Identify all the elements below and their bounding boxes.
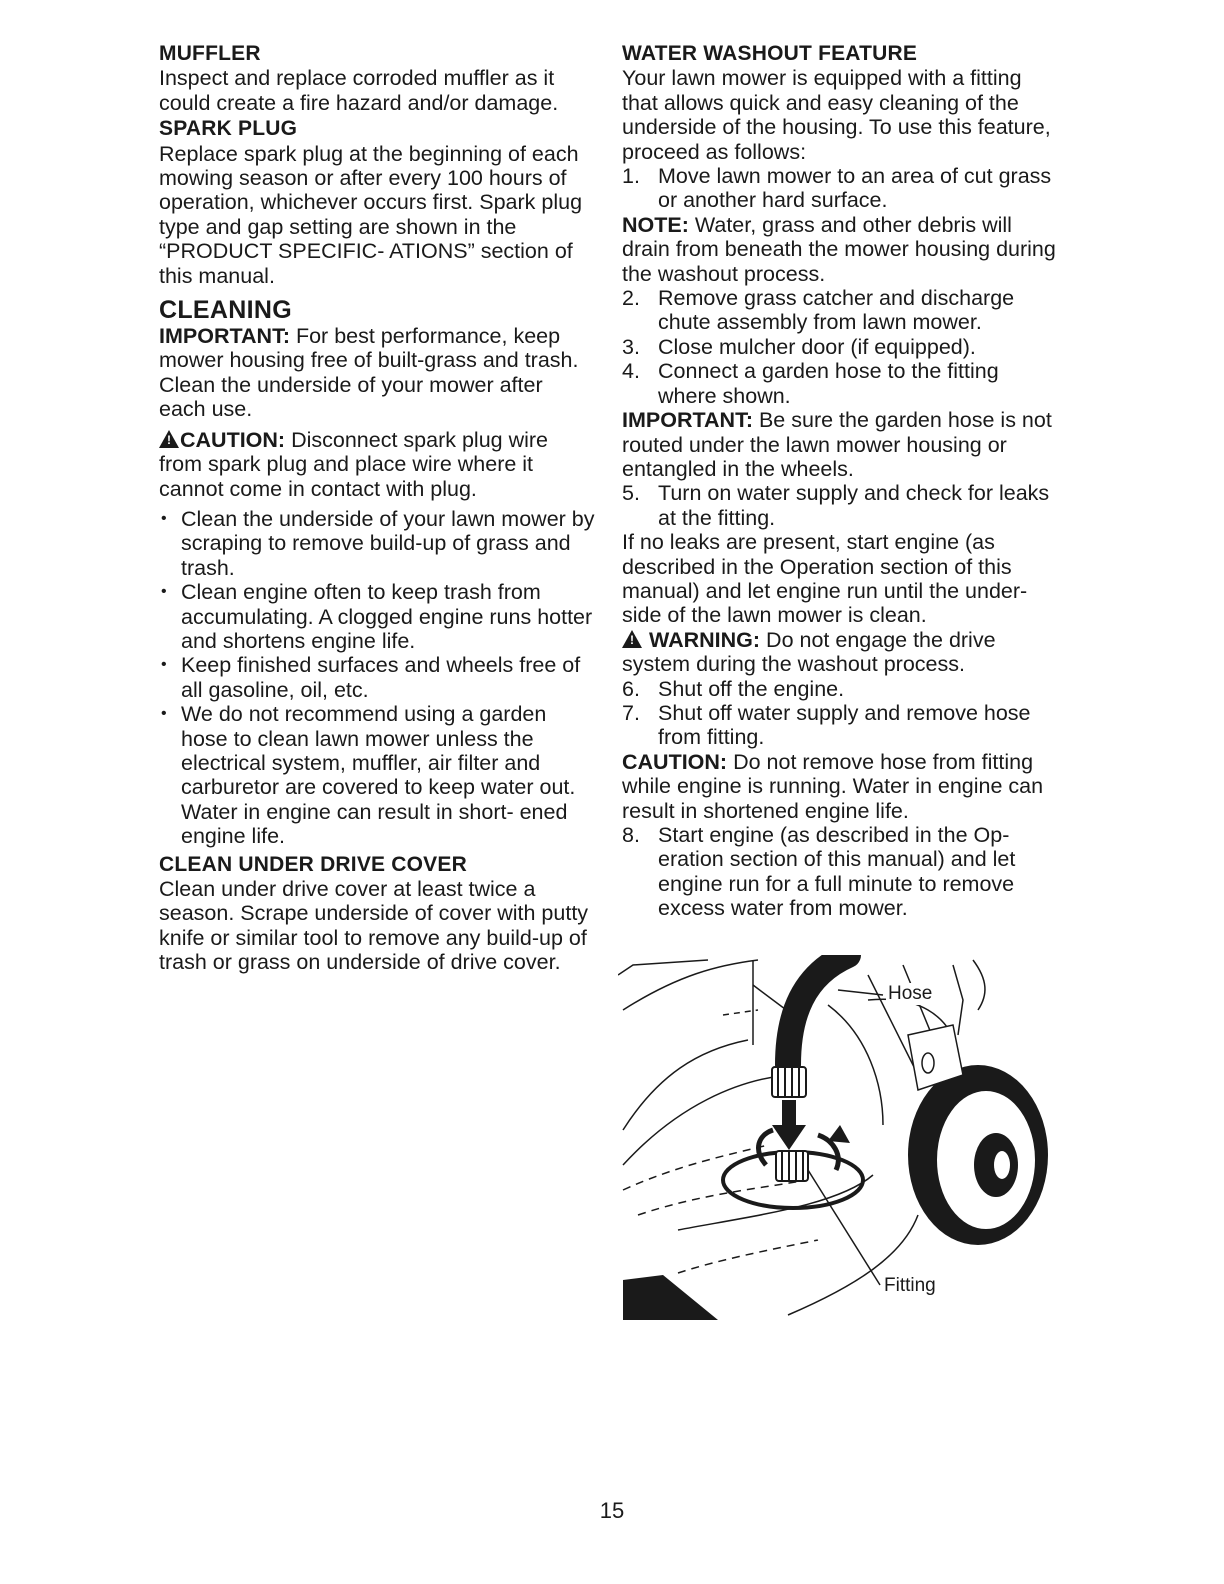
warning-text: Do not engage the drive system during the washout process. xyxy=(622,627,996,677)
list-item: • We do not recommend using a garden hose to clean lawn mower unless the electrical system, muffler, air filter and carburetor are covered to keep water out. Water in engine can result in short- ened engine life. xyxy=(159,702,595,848)
important-text: For best performance, keep mower housing free of built-grass and trash. Clean the underside of your mower after each use. xyxy=(159,324,579,422)
drive-cover-text: Clean under drive cover at least twice a season. Scrape underside of cover with putty knife or similar tool to remove any build-up of trash or grass on underside of drive cover. xyxy=(159,877,589,975)
washout-steps xyxy=(622,481,1062,530)
caution-text: Disconnect spark plug wire from spark plug and place wire where it cannot come in contact with plug. xyxy=(159,427,549,501)
down-arrow-icon xyxy=(772,1100,806,1150)
caution-label: CAUTION: xyxy=(622,749,728,774)
important-text: Be sure the garden hose is not routed under the lawn mower housing or entangled in the wheels. xyxy=(622,408,1052,481)
cleaning-caution xyxy=(159,428,595,501)
washout-steps xyxy=(622,823,1062,921)
warning-triangle-icon xyxy=(159,430,179,448)
washout-note xyxy=(622,213,1062,286)
important-label: IMPORTANT: xyxy=(159,324,290,349)
list-item: • Clean engine often to keep trash from accumulating. A clogged engine runs hotter and shortens engine life. xyxy=(159,580,595,653)
washout-steps xyxy=(622,286,1062,408)
hose-coupling xyxy=(772,1067,806,1097)
cleaning-heading: CLEANING xyxy=(159,296,292,325)
caution-text: Do not remove hose from fitting while engine is running. Water in engine can result in shortened engine life. xyxy=(622,749,1044,823)
important-label: IMPORTANT: xyxy=(622,408,753,433)
wheel xyxy=(908,1065,1048,1245)
washout-heading: WATER WASHOUT FEATURE xyxy=(622,42,918,65)
list-item: 6. Shut off the engine. xyxy=(622,676,845,701)
washout-intro: Your lawn mower is equipped with a fitting that allows quick and easy cleaning of the underside of the housing. To use this feature, proceed as follows: xyxy=(622,66,1051,164)
washout-caution xyxy=(622,750,1062,823)
fitting-label: Fitting xyxy=(884,1275,936,1296)
cleaning-important xyxy=(159,324,595,422)
leaks-text: If no leaks are present, start engine (as described in the Operation section of this manual) and let engine run until the under- side of the lawn mower is clean. xyxy=(622,530,1028,628)
list-item: • Clean the underside of your lawn mower by scraping to remove build-up of grass and trash. xyxy=(159,507,595,580)
washout-steps xyxy=(622,677,1062,750)
note-text: Water, grass and other debris will drain from beneath the mower housing during the washout process. xyxy=(622,212,1056,286)
page-number: 15 xyxy=(599,1498,625,1523)
warning-triangle-icon xyxy=(622,630,642,648)
caution-label: CAUTION: xyxy=(180,427,286,452)
spark-plug-heading: SPARK PLUG xyxy=(159,117,298,141)
list-item: 4. Connect a garden hose to the fitting where shown. xyxy=(622,359,999,408)
left-column xyxy=(159,42,595,975)
drive-cover-heading: CLEAN UNDER DRIVE COVER xyxy=(159,852,467,876)
hose-fitting-illustration xyxy=(618,955,1058,1330)
spark-plug-text: Replace spark plug at the beginning of each mowing season or after every 100 hours of operation, whichever occurs first. Spark plug type and gap setting are shown in the “PRODUCT SPECIFIC- ATIONS” section of this manual. xyxy=(159,141,583,288)
list-item: 8. Start engine (as described in the Op- eration section of this manual) and let engine run for a full minute to remove excess water from mower. xyxy=(622,823,1016,921)
washout-important xyxy=(622,408,1062,481)
hose-label: Hose xyxy=(888,983,933,1004)
washout-steps xyxy=(622,164,1062,213)
list-item: 5. Turn on water supply and check for leaks at the fitting. xyxy=(622,481,1050,530)
right-column xyxy=(622,42,1062,921)
list-item: 1. Move lawn mower to an area of cut grass or another hard surface. xyxy=(622,164,1052,213)
warning-label: WARNING: xyxy=(648,627,761,652)
muffler-text: Inspect and replace corroded muffler as it could create a fire hazard and/or damage. xyxy=(159,66,559,115)
note-label: NOTE: xyxy=(622,212,689,237)
cleaning-bullets xyxy=(159,507,595,849)
list-item: 7. Shut off water supply and remove hose from fitting. xyxy=(622,700,1031,750)
list-item: • Keep finished surfaces and wheels free of all gasoline, oil, etc. xyxy=(159,653,595,702)
muffler-heading: MUFFLER xyxy=(159,42,261,65)
washout-warning xyxy=(622,628,1062,677)
list-item: 3. Close mulcher door (if equipped). xyxy=(622,334,976,359)
washout-fitting xyxy=(776,1151,808,1181)
list-item: 2. Remove grass catcher and discharge chute assembly from lawn mower. xyxy=(622,286,1015,335)
